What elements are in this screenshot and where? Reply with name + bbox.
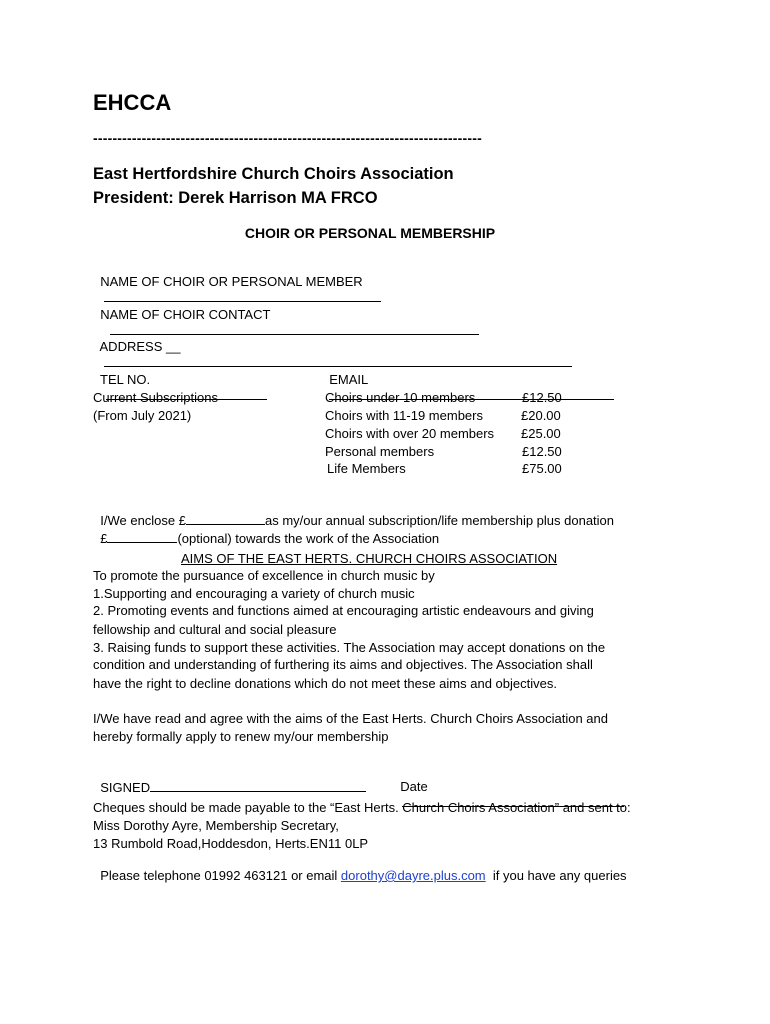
org-name: East Hertfordshire Church Choirs Association (93, 165, 454, 183)
aims-line: To promote the pursuance of excellence in church music by (93, 568, 435, 583)
agreement-line: I/We have read and agree with the aims of the East Herts. Church Choirs Association and (93, 711, 608, 726)
agreement-line: hereby formally apply to renew my/our membership (93, 729, 389, 744)
aims-line: condition and understanding of furthering its aims and objectives. The Association shall (93, 657, 593, 672)
payment-line: Cheques should be made payable to the “East Herts. Church Choirs Association” and sent to: (93, 800, 631, 815)
email-link[interactable]: dorothy@dayre.plus.com (340, 868, 486, 883)
payment-contact-line (93, 853, 627, 883)
form-title: CHOIR OR PERSONAL MEMBERSHIP (244, 225, 496, 241)
enclose-text: as my/our annual subscription/life membership plus donation (265, 513, 615, 528)
subscription-row-price: £12.50 (522, 444, 562, 459)
subscription-row-price: £20.00 (521, 408, 561, 423)
subscription-row-price: £75.00 (522, 461, 562, 476)
payment-line: Miss Dorothy Ayre, Membership Secretary, (93, 818, 339, 833)
subscription-row-name: Choirs with over 20 members (325, 426, 495, 441)
donation-amount-input[interactable] (107, 530, 177, 543)
signed-label: SIGNED (100, 780, 151, 795)
aims-line: 2. Promoting events and functions aimed at encouraging artistic endeavours and giving (93, 603, 594, 618)
payment-line: 13 Rumbold Road,Hoddesdon, Herts.EN11 0LP (93, 836, 369, 851)
aims-line: have the right to decline donations which do not meet these aims and objectives. (93, 676, 557, 691)
address-field-label: ADDRESS __ (99, 339, 181, 354)
aims-heading: AIMS OF THE EAST HERTS. CHURCH CHOIRS ASSOCIATION (181, 551, 558, 566)
subscription-row-name: Personal members (325, 444, 435, 459)
subscription-row-price: £12.50 (522, 390, 562, 405)
enclose-text: I/We enclose £ (100, 513, 186, 528)
org-abbreviation: EHCCA (93, 90, 172, 115)
subscription-row-price: £25.00 (521, 426, 561, 441)
president-line: President: Derek Harrison MA FRCO (93, 189, 378, 207)
aims-line: 3. Raising funds to support these activities. The Association may accept donations on the (93, 640, 606, 655)
signed-row (93, 764, 366, 795)
header-divider: -------------------------------------------------------------------------------- (93, 130, 482, 146)
subscription-row-name: Choirs under 10 members (325, 390, 476, 405)
donation-text: (optional) towards the work of the Association (177, 531, 440, 546)
tel-field-label: TEL NO. (100, 372, 151, 387)
enclose-line-2 (93, 515, 439, 546)
email-field-label: EMAIL (329, 372, 369, 387)
aims-line: 1.Supporting and encouraging a variety of church music (93, 586, 415, 601)
subscriptions-label: Current Subscriptions (93, 390, 218, 405)
contact-field-label: NAME OF CHOIR CONTACT (100, 307, 271, 322)
subscription-row-name: Choirs with 11-19 members (325, 408, 483, 423)
subscription-row-name: Life Members (327, 461, 406, 476)
signature-input[interactable] (150, 779, 366, 792)
date-label: Date (400, 779, 428, 794)
payment-text: if you have any queries (485, 868, 627, 883)
payment-text: Please telephone 01992 463121 or email (100, 868, 341, 883)
subscriptions-period: (From July 2021) (93, 408, 192, 423)
name-field-label: NAME OF CHOIR OR PERSONAL MEMBER (100, 274, 363, 289)
donation-currency: £ (100, 531, 108, 546)
aims-line: fellowship and cultural and social pleasure (93, 622, 337, 637)
